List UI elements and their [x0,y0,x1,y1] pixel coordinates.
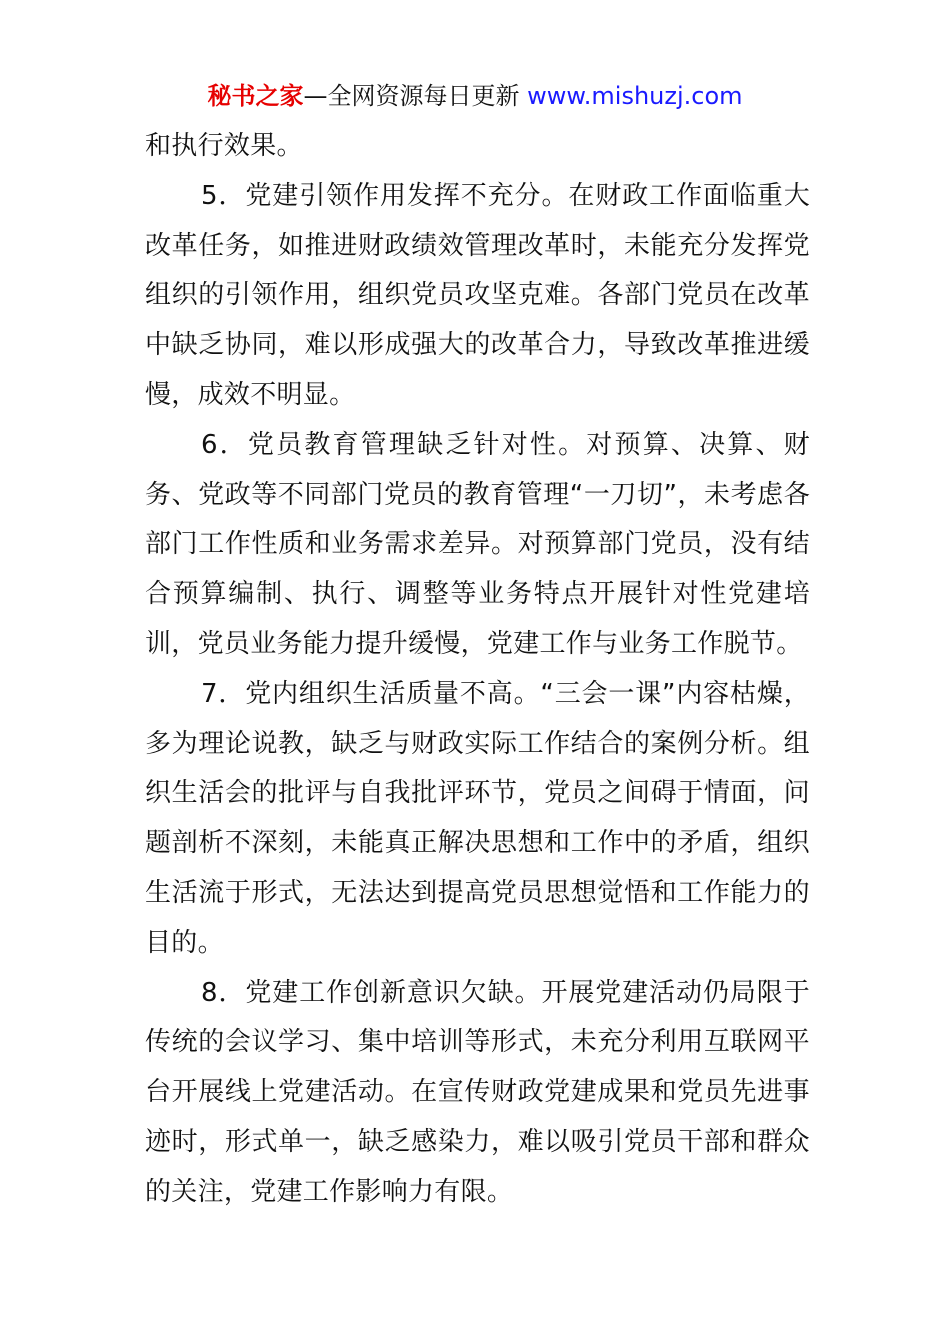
paragraph-item-5: 5．党建引领作用发挥不充分。在财政工作面临重大改革任务，如推进财政绩效管理改革时，未能充分发挥党组织的引领作用，组织党员攻坚克难。各部门党员在改革中缺乏协同，难以形成强大的改革合力，导致改革推进缓慢，成效不明显。 [145,180,810,410]
paragraph-item-6: 6．党员教育管理缺乏针对性。对预算、决算、财务、党政等不同部门党员的教育管理“一刀切”，未考虑各部门工作性质和业务需求差异。对预算部门党员，没有结合预算编制、执行、调整等业务特点开展针对性党建培训，党员业务能力提升缓慢，党建工作与业务工作脱节。 [145,429,810,659]
page-header [0,80,950,112]
paragraph-item-8: 8．党建工作创新意识欠缺。开展党建活动仍局限于传统的会议学习、集中培训等形式，未充分利用互联网平台开展线上党建活动。在宣传财政党建成果和党员先进事迹时，形式单一，缺乏感染力，难以吸引党员干部和群众的关注，党建工作影响力有限。 [145,977,810,1207]
paragraph-item-7: 7．党内组织生活质量不高。“三会一课”内容枯燥，多为理论说教，缺乏与财政实际工作结合的案例分析。组织生活会的批评与自我批评环节，党员之间碍于情面，问题剖析不深刻，未能真正解决思想和工作中的矛盾，组织生活流于形式，无法达到提高党员思想觉悟和工作能力的目的。 [145,678,810,958]
site-url-link[interactable]: www.mishuzj.com [527,82,743,110]
site-tagline: —全网资源每日更新 [303,82,528,110]
site-brand: 秘书之家 [207,82,304,110]
paragraph-continuation: 和执行效果。 [145,131,303,161]
document-body [145,122,810,1218]
